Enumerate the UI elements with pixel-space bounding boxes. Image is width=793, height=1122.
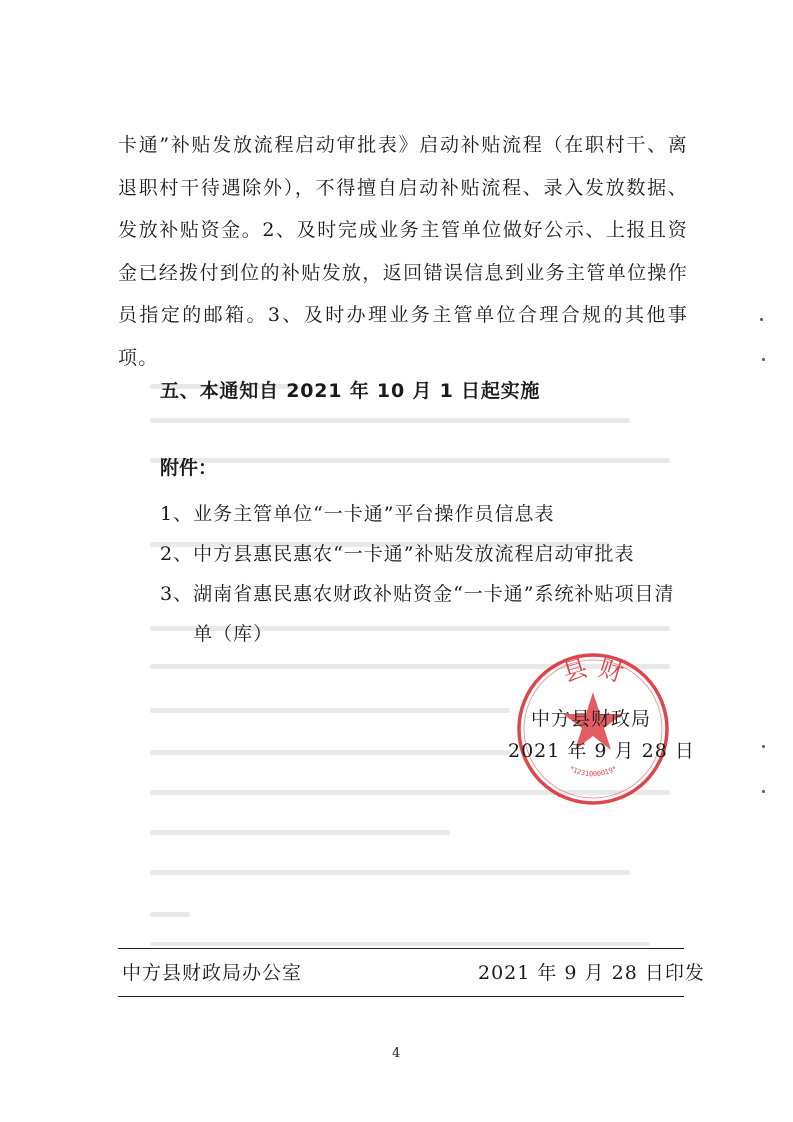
seal-top-text: 县 财 xyxy=(559,653,627,688)
attachment-text: 业务主管单位“一卡通”平台操作员信息表 xyxy=(193,503,555,525)
svg-text:县 财 xyxy=(560,654,627,688)
footer-office: 中方县财政局办公室 xyxy=(122,962,303,984)
svg-text:*1231000019* xyxy=(568,765,618,779)
section-heading: 五、本通知自 2021 年 10 月 1 日起实施 xyxy=(160,380,541,402)
attachment-item xyxy=(160,494,690,534)
scan-speck xyxy=(762,790,765,793)
attachment-item xyxy=(160,574,690,654)
attachments-list xyxy=(160,494,690,654)
attachment-text: 湖南省惠民惠农财政补贴资金“一卡通”系统补贴项目清单（库） xyxy=(193,583,675,645)
signature-date: 2021 年 9 月 28 日 xyxy=(508,740,695,762)
body-paragraph: 卡通”补贴发放流程启动审批表》启动补贴流程（在职村干、离退职村干待遇除外），不得擅自启动补贴流程、录入发放数据、发放补贴资金。2、及时完成业务主管单位做好公示、上报且资金已经拨付到位的补贴发放，返回错误信息到业务主管单位操作员指定的邮箱。3、及时办理业务主管单位合理合规的其他事项。 xyxy=(118,134,688,369)
attachment-number: 3、 xyxy=(160,583,194,605)
footer-top-rule xyxy=(118,948,684,949)
page-number: 4 xyxy=(392,1046,401,1061)
seal-code-text: *1231000019* xyxy=(567,764,619,779)
scan-speck xyxy=(762,358,765,361)
footer-bottom-rule xyxy=(118,996,684,997)
attachment-number: 1、 xyxy=(160,503,194,525)
attachment-item xyxy=(160,534,690,574)
attachment-number: 2、 xyxy=(160,543,194,565)
signature-organization: 中方县财政局 xyxy=(531,708,652,730)
footer-print-date: 2021 年 9 月 28 日印发 xyxy=(478,962,705,984)
attachments-title: 附件： xyxy=(160,457,218,479)
scan-speck xyxy=(760,318,763,321)
attachment-text: 中方县惠民惠农“一卡通”补贴发放流程启动审批表 xyxy=(193,543,635,565)
scan-speck xyxy=(762,745,765,748)
